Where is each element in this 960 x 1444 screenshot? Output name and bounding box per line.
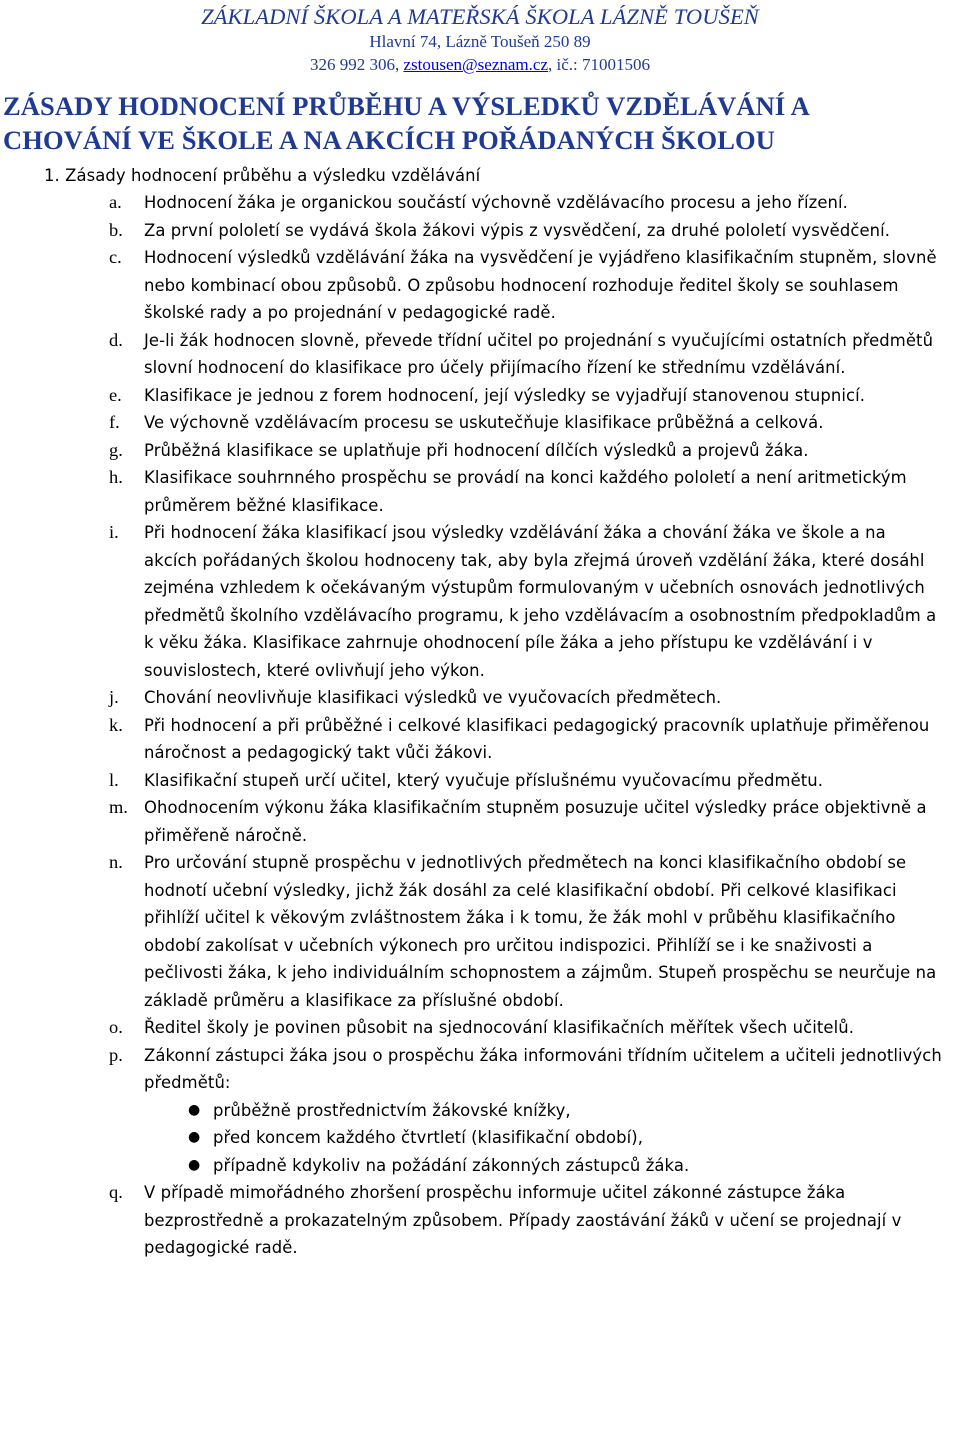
bullet-list xyxy=(144,1097,944,1180)
item-text: Je-li žák hodnocen slovně, převede třídní učitel po projednání s vyučujícími ostatních předmětů slovní hodnocení do klasifikace pro účely přijímacího řízení ke střednímu vzdělávání. xyxy=(144,330,934,377)
item-label: b. xyxy=(109,219,123,240)
list-item-j xyxy=(0,684,960,712)
item-label: f. xyxy=(109,412,120,432)
section-heading-1: 1. Zásady hodnocení průběhu a výsledku vzdělávání xyxy=(44,166,481,185)
bullet-item xyxy=(144,1124,944,1152)
list-item-m xyxy=(0,794,960,849)
item-text: Ředitel školy je povinen působit na sjednocování klasifikačních měřítek všech učitelů. xyxy=(144,1018,855,1037)
list-item-f xyxy=(0,409,960,437)
school-address: Hlavní 74, Lázně Toušeň 250 89 xyxy=(369,32,591,51)
bullet-text: průběžně prostřednictvím žákovské knížky, xyxy=(213,1100,571,1120)
item-label: m. xyxy=(109,797,128,817)
title-line-1: ZÁSADY HODNOCENÍ PRŮBĚHU A VÝSLEDKŮ VZDĚLÁVÁNÍ A xyxy=(3,91,810,121)
item-text: Chování neovlivňuje klasifikaci výsledků ve vyučovacích předmětech. xyxy=(144,688,722,707)
item-text xyxy=(144,244,944,327)
list-item-e xyxy=(0,382,960,410)
item-text: Pro určování stupně prospěchu v jednotlivých předmětech na konci klasifikačního období se hodnotí učební výsledky, jichž žák dosáhl za celé klasifikační období. Při celkové klasifikaci přihlíží učitel k věkovým zvláštnostem žáka i k tomu, že žák mohl v průběhu klasifikačního období zakolísat v učebních výkonech pro určitou indispozici. Přihlíží se i ke snaživosti a pečlivosti žáka, k jeho individuálním schopnostem a zájmům. Stupeň prospěchu se neurčuje na základě průměru a klasifikace za příslušné období. xyxy=(144,853,937,1010)
list-item-k xyxy=(0,712,960,767)
list-item-l xyxy=(0,767,960,795)
bullet-text: před koncem každého čtvrtletí (klasifikační období), xyxy=(213,1128,644,1147)
item-text: Při hodnocení a při průběžné i celkové klasifikaci pedagogický pracovník uplatňuje přiměřenou náročnost a pedagogický takt vůči žákovi. xyxy=(144,715,930,762)
item-text: V případě mimořádného zhoršení prospěchu informuje učitel zákonné zástupce žáka bezprostředně a prokazatelným způsobem. Případy zaostávání žáků v učení se projednají v pedagogické radě. xyxy=(144,1183,902,1257)
ico-number: , ič.: 71001506 xyxy=(548,55,651,74)
bullet-icon: ● xyxy=(188,1129,201,1145)
rules-list xyxy=(0,189,960,1262)
school-contact xyxy=(0,53,960,76)
item-text-block xyxy=(144,1042,944,1180)
list-item-d xyxy=(0,327,960,382)
item-label: p. xyxy=(109,1044,123,1065)
bullet-item xyxy=(144,1152,944,1180)
list-item-n xyxy=(0,849,960,1014)
bullet-item xyxy=(144,1097,944,1125)
item-text: Za první pololetí se vydává škola žákovi výpis z vysvědčení, za druhé pololetí vysvědčení. xyxy=(144,220,891,240)
item-label: k. xyxy=(109,714,123,735)
list-item-i xyxy=(0,519,960,684)
item-label: c. xyxy=(109,247,122,267)
email-link[interactable]: zstousen@seznam.cz xyxy=(403,55,549,74)
item-label: i. xyxy=(109,522,119,542)
item-label: o. xyxy=(109,1017,123,1037)
list-item-c xyxy=(0,244,960,327)
title-line-2: CHOVÁNÍ VE ŠKOLE A NA AKCÍCH POŘÁDANÝCH ŠKOLOU xyxy=(3,125,775,155)
item-label: n. xyxy=(109,852,123,872)
item-text: Ohodnocením výkonu žáka klasifikačním stupněm posuzuje učitel výsledky práce objektivně a přiměřeně náročně. xyxy=(144,798,927,845)
item-text: Klasifikace souhrnného prospěchu se provádí na konci každého pololetí a není aritmetickým průměrem běžné klasifikace. xyxy=(144,468,907,515)
bullet-icon: ● xyxy=(188,1156,201,1173)
item-text-part-2: O způsobu hodnocení rozhoduje ředitel školy se souhlasem školské rady a po projednání v pedagogické radě. xyxy=(144,275,899,322)
item-text: Průběžná klasifikace se uplatňuje při hodnocení dílčích výsledků a projevů žáka. xyxy=(144,440,809,460)
school-name: ZÁKLADNÍ ŠKOLA A MATEŘSKÁ ŠKOLA LÁZNĚ TOUŠEŇ xyxy=(201,4,759,29)
list-item-g xyxy=(0,437,960,465)
item-label: a. xyxy=(109,192,122,212)
item-text: Ve výchovně vzdělávacím procesu se uskutečňuje klasifikace průběžná a celková. xyxy=(144,413,824,432)
list-item-h xyxy=(0,464,960,519)
item-text-part-1: Hodnocení výsledků vzdělávání žáka na vysvědčení je vyjádřeno klasifikačním stupněm, slovně nebo kombinací obou způsobů. xyxy=(144,248,937,295)
list-item-a xyxy=(0,189,960,217)
item-text: Při hodnocení žáka klasifikací jsou výsledky vzdělávání žáka a chování žáka ve škole a na akcích pořádaných školou hodnoceny tak, aby byla zřejmá úroveň vzdělání žáka, které dosáhl zejména vzhledem k očekávaným výstupům formulovaným v učebních osnovách jednotlivých předmětů školního vzdělávacího programu, k jeho vzdělávacím a osobnostním předpokladům a k věku žáka. Klasifikace zahrnuje ohodnocení píle žáka a jeho přístupu ke vzdělávání i v souvislostech, které ovlivňují jeho výkon. xyxy=(144,523,937,680)
bullet-text: případně kdykoliv na požádání zákonných zástupců žáka. xyxy=(213,1155,690,1175)
bullet-icon: ● xyxy=(188,1101,201,1118)
item-label: h. xyxy=(109,467,123,487)
item-label: d. xyxy=(109,329,123,350)
item-text: Hodnocení žáka je organickou součástí výchovně vzdělávacího procesu a jeho řízení. xyxy=(144,193,848,212)
item-label: e. xyxy=(109,384,122,405)
document-title xyxy=(3,89,960,157)
document-header xyxy=(0,0,960,76)
item-label: l. xyxy=(109,769,119,790)
list-item-b xyxy=(0,217,960,245)
list-item-p xyxy=(0,1042,960,1180)
item-label: g. xyxy=(109,439,123,460)
item-text: Klasifikace je jednou z forem hodnocení, její výsledky se vyjadřují stanovenou stupnicí. xyxy=(144,385,866,405)
item-text: Zákonní zástupci žáka jsou o prospěchu žáka informováni třídním učitelem a učiteli jednotlivých předmětů: xyxy=(144,1045,942,1092)
list-item-o xyxy=(0,1014,960,1042)
item-label: q. xyxy=(109,1182,123,1202)
phone-number: 326 992 306, xyxy=(309,55,400,74)
item-label: j. xyxy=(109,687,119,707)
item-text: Klasifikační stupeň určí učitel, který vyučuje příslušnému vyučovacímu předmětu. xyxy=(144,770,824,790)
list-item-q xyxy=(0,1179,960,1262)
